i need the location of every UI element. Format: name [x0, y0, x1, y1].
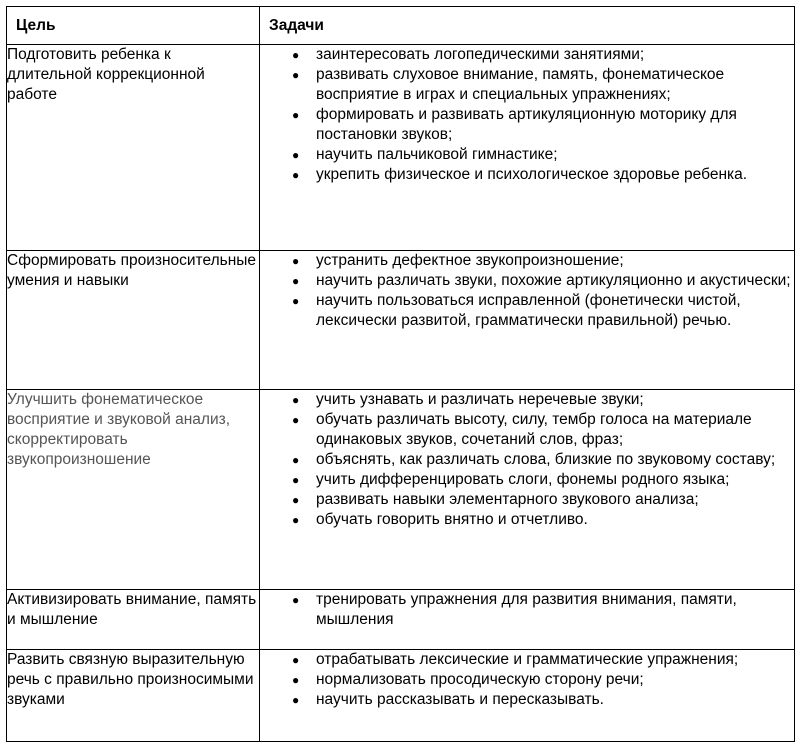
- tasks-cell: [260, 650, 795, 742]
- task-item: ● обучать говорить внятно и отчетливо.: [260, 510, 794, 530]
- goal-cell: Сформировать произносительные умения и навыки: [7, 251, 260, 390]
- task-item: ● развивать слуховое внимание, память, фонематическое восприятие в играх и специальных упражнениях;: [260, 65, 794, 105]
- table-row: [7, 590, 795, 650]
- task-item: ● тренировать упражнения для развития внимания, памяти, мышления: [260, 590, 794, 630]
- task-item: ● устранить дефектное звукопроизношение;: [260, 251, 794, 271]
- task-item: ● развивать навыки элементарного звукового анализа;: [260, 490, 794, 510]
- task-item: ● научить рассказывать и пересказывать.: [260, 690, 794, 710]
- task-item: ● научить различать звуки, похожие артикуляционно и акустически;: [260, 271, 794, 291]
- goal-cell: Улучшить фонематическое восприятие и звуковой анализ, скорректировать звукопроизношение: [7, 390, 260, 590]
- task-list: [260, 650, 794, 710]
- tasks-column-header: Задачи: [260, 7, 795, 45]
- task-list: [260, 390, 794, 530]
- tasks-cell: [260, 45, 795, 251]
- table-row: [7, 45, 795, 251]
- goal-cell: Активизировать внимание, память и мышление: [7, 590, 260, 650]
- task-list: [260, 251, 794, 331]
- table-row: [7, 251, 795, 390]
- task-item: ● учить дифференцировать слоги, фонемы родного языка;: [260, 470, 794, 490]
- task-item: ● обучать различать высоту, силу, тембр голоса на материале одинаковых звуков, сочетаний слов, фраз;: [260, 410, 794, 450]
- goals-tasks-table: [6, 6, 795, 742]
- task-item: ● научить пользоваться исправленной (фонетически чистой, лексически развитой, грамматически правильной) речью.: [260, 291, 794, 331]
- tasks-cell: [260, 590, 795, 650]
- tasks-cell: [260, 390, 795, 590]
- goal-cell: Подготовить ребенка к длительной коррекционной работе: [7, 45, 260, 251]
- task-item: ● учить узнавать и различать неречевые звуки;: [260, 390, 794, 410]
- header-row: [7, 7, 795, 45]
- table-row: [7, 390, 795, 590]
- task-list: [260, 590, 794, 630]
- task-item: ● заинтересовать логопедическими занятиями;: [260, 45, 794, 65]
- goal-cell: Развить связную выразительную речь с правильно произносимыми звуками: [7, 650, 260, 742]
- task-item: ● отрабатывать лексические и грамматические упражнения;: [260, 650, 794, 670]
- task-list: [260, 45, 794, 185]
- tasks-cell: [260, 251, 795, 390]
- task-item: ● нормализовать просодическую сторону речи;: [260, 670, 794, 690]
- table-row: [7, 650, 795, 742]
- task-item: ● укрепить физическое и психологическое здоровье ребенка.: [260, 165, 794, 185]
- task-item: ● формировать и развивать артикуляционную моторику для постановки звуков;: [260, 105, 794, 145]
- task-item: ● объяснять, как различать слова, близкие по звуковому составу;: [260, 450, 794, 470]
- task-item: ● научить пальчиковой гимнастике;: [260, 145, 794, 165]
- goal-column-header: Цель: [7, 7, 260, 45]
